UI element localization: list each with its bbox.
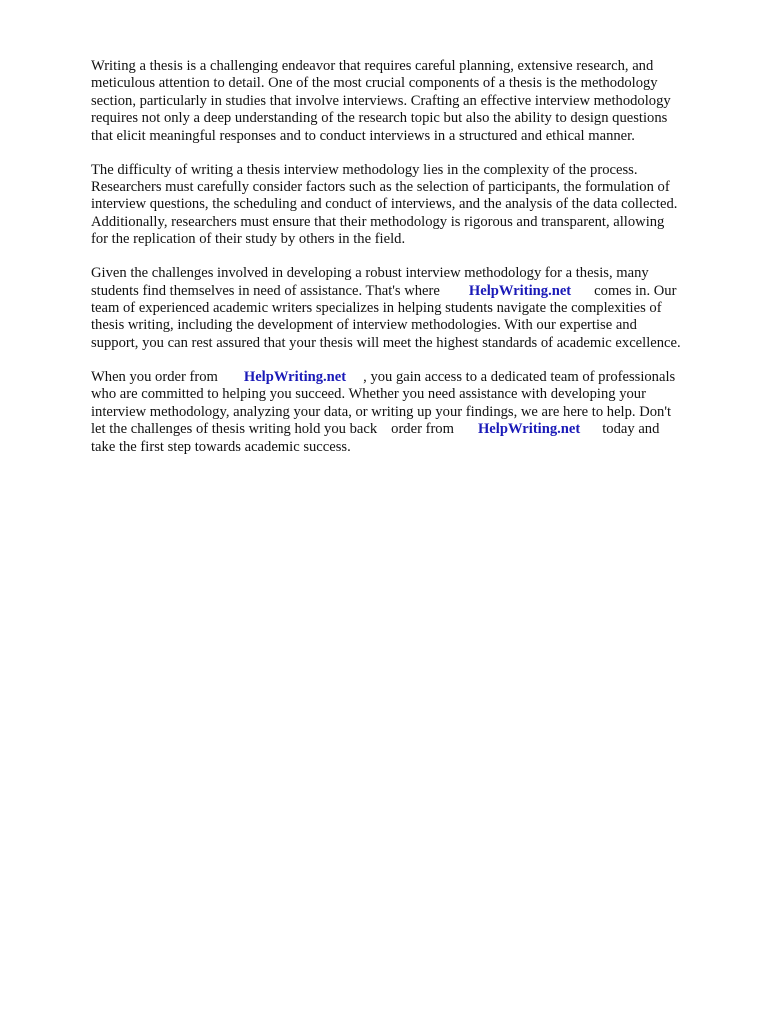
text-line: for the replication of their study by others in the field. xyxy=(91,231,406,248)
paragraph-intro xyxy=(91,58,726,145)
text-segment: When you order from xyxy=(91,368,218,385)
text-line: section, particularly in studies that involve interviews. Crafting an effective interview methodology xyxy=(91,92,671,109)
text-line-with-link xyxy=(91,283,726,300)
text-line: Researchers must carefully consider factors such as the selection of participants, the formulation of xyxy=(91,179,670,196)
paragraph-assistance xyxy=(91,265,726,352)
helpwriting-link[interactable]: HelpWriting.net xyxy=(477,421,581,438)
text-segment: today and xyxy=(602,421,660,438)
text-segment: order from xyxy=(391,421,454,438)
text-line: The difficulty of writing a thesis interview methodology lies in the complexity of the process. xyxy=(91,161,638,178)
helpwriting-link[interactable]: HelpWriting.net xyxy=(468,282,572,299)
text-line: team of experienced academic writers specializes in helping students navigate the complexities of xyxy=(91,300,662,317)
text-line: take the first step towards academic success. xyxy=(91,438,351,455)
text-line: Additionally, researchers must ensure that their methodology is rigorous and transparent, allowing xyxy=(91,213,665,230)
text-line: requires not only a deep understanding of the research topic but also the ability to design questions xyxy=(91,110,668,127)
text-line: who are committed to helping you succeed. Whether you need assistance with developing your xyxy=(91,386,646,403)
document-page xyxy=(91,58,726,473)
paragraph-order xyxy=(91,369,726,456)
text-line: support, you can rest assured that your thesis will meet the highest standards of academic excellence. xyxy=(91,334,681,351)
helpwriting-link[interactable]: HelpWriting.net xyxy=(243,368,347,385)
text-line-with-link xyxy=(91,369,726,386)
text-segment: let the challenges of thesis writing hold you back xyxy=(91,421,378,438)
text-line: thesis writing, including the development of interview methodologies. With our expertise and xyxy=(91,317,637,334)
text-segment: students find themselves in need of assistance. That's where xyxy=(91,282,440,299)
text-line: that elicit meaningful responses and to conduct interviews in a structured and ethical manner. xyxy=(91,127,635,144)
text-line: interview methodology, analyzing your data, or writing up your findings, we are here to help. Don't xyxy=(91,403,672,420)
text-line: meticulous attention to detail. One of the most crucial components of a thesis is the methodology xyxy=(91,75,658,92)
text-segment: comes in. Our xyxy=(594,282,677,299)
paragraph-difficulty xyxy=(91,162,726,249)
text-line: interview questions, the scheduling and conduct of interviews, and the analysis of the data collected. xyxy=(91,196,678,213)
text-segment: , you gain access to a dedicated team of professionals xyxy=(363,368,676,385)
text-line-with-link xyxy=(91,421,726,438)
text-line: Writing a thesis is a challenging endeavor that requires careful planning, extensive research, and xyxy=(91,58,654,74)
text-line: Given the challenges involved in developing a robust interview methodology for a thesis, many xyxy=(91,265,649,282)
